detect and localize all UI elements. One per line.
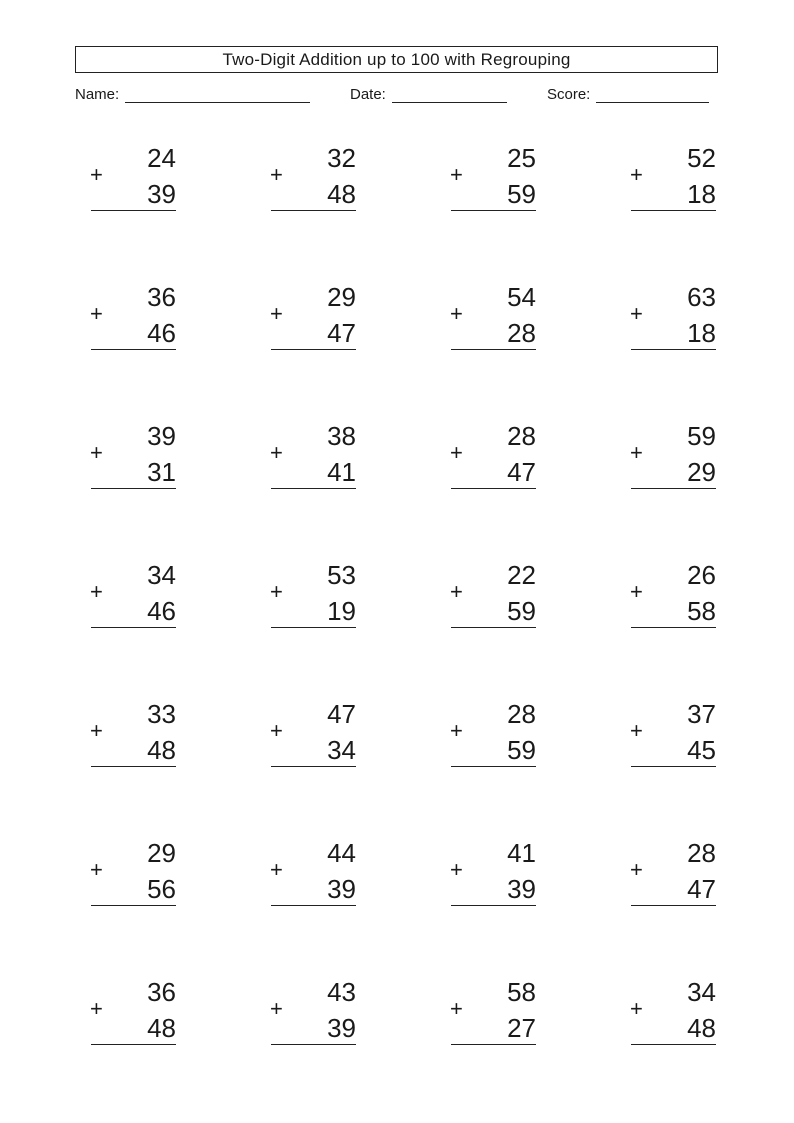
addition-problem (450, 838, 540, 918)
addend-top: 63 (687, 282, 716, 312)
answer-line[interactable] (271, 627, 356, 628)
addition-problem (270, 282, 360, 362)
addend-bottom: 39 (327, 1013, 356, 1043)
addend-bottom: 47 (507, 457, 536, 487)
plus-sign: + (450, 162, 463, 187)
addend-top: 33 (147, 699, 176, 729)
addend-bottom: 28 (507, 318, 536, 348)
addend-top: 22 (507, 560, 536, 590)
answer-line[interactable] (451, 488, 536, 489)
plus-sign: + (630, 162, 643, 187)
addend-bottom: 39 (327, 874, 356, 904)
addition-problem (270, 143, 360, 223)
addend-top: 29 (147, 838, 176, 868)
addend-bottom: 59 (507, 179, 536, 209)
addition-problem (450, 699, 540, 779)
addend-top: 39 (147, 421, 176, 451)
addend-top: 28 (507, 421, 536, 451)
addend-bottom: 34 (327, 735, 356, 765)
answer-line[interactable] (271, 1044, 356, 1045)
addend-bottom: 18 (687, 318, 716, 348)
addend-top: 28 (507, 699, 536, 729)
plus-sign: + (270, 162, 283, 187)
answer-line[interactable] (91, 210, 176, 211)
addend-top: 32 (327, 143, 356, 173)
addend-bottom: 19 (327, 596, 356, 626)
addend-bottom: 39 (147, 179, 176, 209)
plus-sign: + (630, 718, 643, 743)
plus-sign: + (450, 996, 463, 1021)
plus-sign: + (90, 857, 103, 882)
addend-top: 41 (507, 838, 536, 868)
addition-problem (630, 977, 720, 1057)
addition-problem (450, 143, 540, 223)
addend-bottom: 59 (507, 735, 536, 765)
plus-sign: + (270, 301, 283, 326)
plus-sign: + (450, 857, 463, 882)
addend-top: 24 (147, 143, 176, 173)
plus-sign: + (270, 857, 283, 882)
addition-problem (630, 838, 720, 918)
date-label: Date: (350, 86, 386, 103)
addend-top: 59 (687, 421, 716, 451)
addition-problem (450, 282, 540, 362)
plus-sign: + (90, 440, 103, 465)
plus-sign: + (450, 579, 463, 604)
answer-line[interactable] (631, 210, 716, 211)
addend-top: 34 (687, 977, 716, 1007)
addend-bottom: 31 (147, 457, 176, 487)
addition-problem (450, 421, 540, 501)
plus-sign: + (90, 579, 103, 604)
addition-problem (90, 282, 180, 362)
addend-bottom: 47 (687, 874, 716, 904)
plus-sign: + (450, 301, 463, 326)
plus-sign: + (270, 996, 283, 1021)
plus-sign: + (270, 579, 283, 604)
plus-sign: + (630, 857, 643, 882)
addition-problem (270, 421, 360, 501)
answer-line[interactable] (91, 627, 176, 628)
addition-problem (630, 560, 720, 640)
addend-top: 52 (687, 143, 716, 173)
answer-line[interactable] (631, 766, 716, 767)
answer-line[interactable] (91, 1044, 176, 1045)
answer-line[interactable] (451, 349, 536, 350)
addition-problem (450, 977, 540, 1057)
score-label: Score: (547, 86, 591, 103)
addition-problem (630, 143, 720, 223)
answer-line[interactable] (271, 488, 356, 489)
addend-bottom: 29 (687, 457, 716, 487)
addition-problem (270, 838, 360, 918)
answer-line[interactable] (631, 905, 716, 906)
addition-problem (630, 421, 720, 501)
plus-sign: + (630, 301, 643, 326)
answer-line[interactable] (631, 627, 716, 628)
addition-problem (270, 977, 360, 1057)
addend-top: 44 (327, 838, 356, 868)
plus-sign: + (90, 996, 103, 1021)
answer-line[interactable] (271, 766, 356, 767)
addend-top: 38 (327, 421, 356, 451)
worksheet-title: Two-Digit Addition up to 100 with Regrouping (75, 46, 718, 73)
plus-sign: + (90, 301, 103, 326)
answer-line[interactable] (91, 905, 176, 906)
addition-problem (270, 699, 360, 779)
answer-line[interactable] (631, 349, 716, 350)
addend-top: 36 (147, 282, 176, 312)
addend-top: 29 (327, 282, 356, 312)
addition-problem (90, 421, 180, 501)
addition-problem (630, 282, 720, 362)
answer-line[interactable] (451, 905, 536, 906)
addend-bottom: 48 (147, 1013, 176, 1043)
answer-line[interactable] (91, 349, 176, 350)
plus-sign: + (450, 440, 463, 465)
addend-bottom: 48 (147, 735, 176, 765)
addition-problem (270, 560, 360, 640)
addition-problem (630, 699, 720, 779)
addition-problem (90, 838, 180, 918)
addend-top: 47 (327, 699, 356, 729)
answer-line[interactable] (631, 1044, 716, 1045)
answer-line[interactable] (451, 627, 536, 628)
addend-top: 53 (327, 560, 356, 590)
addend-bottom: 46 (147, 318, 176, 348)
addend-top: 37 (687, 699, 716, 729)
plus-sign: + (270, 440, 283, 465)
addend-top: 25 (507, 143, 536, 173)
addition-problem (90, 560, 180, 640)
plus-sign: + (630, 996, 643, 1021)
addition-problem (450, 560, 540, 640)
addend-bottom: 18 (687, 179, 716, 209)
addend-bottom: 46 (147, 596, 176, 626)
answer-line[interactable] (631, 488, 716, 489)
addend-bottom: 58 (687, 596, 716, 626)
addend-top: 34 (147, 560, 176, 590)
addend-bottom: 48 (327, 179, 356, 209)
addition-problem (90, 143, 180, 223)
answer-line[interactable] (91, 488, 176, 489)
plus-sign: + (630, 440, 643, 465)
answer-line[interactable] (271, 905, 356, 906)
addend-top: 36 (147, 977, 176, 1007)
answer-line[interactable] (271, 210, 356, 211)
addend-bottom: 41 (327, 457, 356, 487)
plus-sign: + (270, 718, 283, 743)
addend-bottom: 39 (507, 874, 536, 904)
addition-problem (90, 699, 180, 779)
addend-top: 43 (327, 977, 356, 1007)
plus-sign: + (90, 718, 103, 743)
addend-bottom: 48 (687, 1013, 716, 1043)
addend-bottom: 59 (507, 596, 536, 626)
addend-bottom: 47 (327, 318, 356, 348)
addend-top: 26 (687, 560, 716, 590)
plus-sign: + (630, 579, 643, 604)
name-label: Name: (75, 86, 120, 103)
addend-bottom: 45 (687, 735, 716, 765)
addend-bottom: 56 (147, 874, 176, 904)
answer-line[interactable] (451, 1044, 536, 1045)
plus-sign: + (450, 718, 463, 743)
addend-top: 58 (507, 977, 536, 1007)
addend-bottom: 27 (507, 1013, 536, 1043)
addend-top: 28 (687, 838, 716, 868)
addition-problem (90, 977, 180, 1057)
plus-sign: + (90, 162, 103, 187)
answer-line[interactable] (91, 766, 176, 767)
answer-line[interactable] (451, 766, 536, 767)
answer-line[interactable] (451, 210, 536, 211)
addend-top: 54 (507, 282, 536, 312)
answer-line[interactable] (271, 349, 356, 350)
